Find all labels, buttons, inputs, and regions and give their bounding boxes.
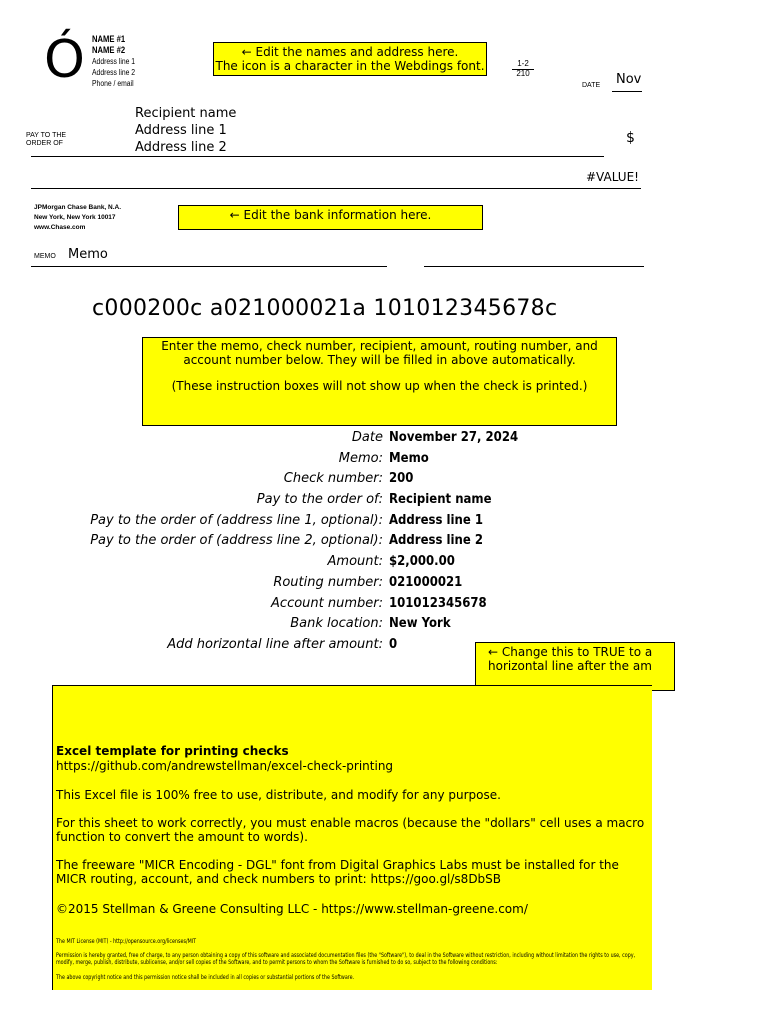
form-row-recipient [0,492,638,512]
date-label: DATE [582,82,601,89]
fraction-bottom: 210 [516,69,530,78]
amount-words-line [31,188,641,189]
fraction-top: 1-2 [512,60,534,70]
edit-names-note-line1: ← Edit the names and address here. [241,45,459,59]
form-row-routing [0,575,638,595]
form-row-memo [0,451,638,471]
form-label-routing: Routing number: [273,575,383,590]
amount-words[interactable]: #VALUE! [586,170,639,184]
payee-address-2[interactable]: Address line 2 [135,140,227,155]
form-label-amount: Amount: [327,554,383,569]
form-row-amount [0,554,638,574]
form-row-address-1 [0,513,638,533]
form-value-account[interactable]: 101012345678 [389,596,487,611]
form-row-account [0,596,638,616]
bank-block [34,203,121,233]
form-value-horizontal-line[interactable]: 0 [389,637,398,652]
dollar-sign: $ [626,130,635,146]
form-row-address-2 [0,533,638,553]
payee-block [135,105,236,156]
sender-address-2: Address line 2 [92,68,136,77]
form-row-check-number [0,471,638,491]
sender-name-2: NAME #2 [92,45,126,55]
signature-line [424,266,644,267]
sender-address-1: Address line 1 [92,57,136,66]
form-label-horizontal-line: Add horizontal line after amount: [167,637,383,652]
form-label-date: Date [351,430,383,445]
form-value-routing[interactable]: 021000021 [389,575,463,590]
form-label-account: Account number: [271,596,383,611]
pay-to-label-line2: ORDER OF [26,140,63,147]
license-title: The MIT License (MIT) - http://opensource.org/licenses/MIT [56,938,197,945]
form-label-recipient: Pay to the order of: [256,492,383,507]
form-value-date[interactable]: November 27, 2024 [389,430,519,445]
info-copyright: ©2015 Stellman & Greene Consulting LLC - https://www.stellman-greene.com/ [56,902,528,916]
memo-label: MEMO [34,253,56,260]
license-notice: The above copyright notice and this permission notice shall be included in all copies or substantial portions of the Software. [56,974,355,981]
form-value-memo[interactable]: Memo [389,451,429,466]
check-date[interactable]: Nov [616,72,642,87]
instructions-note[interactable] [142,337,617,426]
instructions-line1: Enter the memo, check number, recipient, amount, routing number, and account number below. They will be filled in above automatically. [161,339,598,367]
bank-name: JPMorgan Chase Bank, N.A. [34,204,122,211]
change-true-line1: ← Change this to TRUE to a [488,645,653,659]
form-value-amount[interactable]: $2,000.00 [389,554,455,569]
change-true-note[interactable] [475,642,675,691]
form-label-address-1: Pay to the order of (address line 1, optional): [90,513,383,528]
date-line [612,91,642,92]
info-box [52,685,652,990]
bank-city: New York, New York 10017 [34,214,116,221]
memo-value[interactable]: Memo [68,247,108,262]
pay-to-label [26,132,66,148]
license-body: Permission is hereby granted, free of charge, to any person obtaining a copy of this software and associated documentation files (the "Software"), to deal in the Software without restriction, including without limitation the rights to use, copy, modify, merge, publish, distribute, sublicense, and/or sell copies of the Software, and to permit persons to whom the Software is furnished to do so, subject to the following conditions: [56,952,636,966]
edit-names-note-line2: The icon is a character in the Webdings font. [215,59,485,73]
micr-line: c000200c a021000021a 101012345678c [92,296,558,321]
info-url[interactable]: https://github.com/andrewstellman/excel-check-printing [56,759,394,773]
payee-name[interactable]: Recipient name [135,106,237,121]
memo-line [31,266,387,267]
webdings-icon: Ó [44,30,85,90]
sender-name-1: NAME #1 [92,34,126,44]
form-label-check-number: Check number: [283,471,383,486]
form-value-bank-location[interactable]: New York [389,616,451,631]
pay-to-label-line1: PAY TO THE [26,132,67,139]
payee-line [31,156,604,157]
form-value-recipient[interactable]: Recipient name [389,492,492,507]
sender-block [92,34,143,89]
info-title: Excel template for printing checks [56,744,289,758]
bank-web: www.Chase.com [34,224,86,231]
form-label-memo: Memo: [338,451,383,466]
form-row-date [0,430,638,450]
info-free: This Excel file is 100% free to use, distribute, and modify for any purpose. [56,788,501,802]
instructions-line2: (These instruction boxes will not show up when the check is printed.) [171,379,588,393]
form-row-bank-location [0,616,638,636]
sender-phone: Phone / email [92,79,134,88]
edit-bank-note[interactable]: ← Edit the bank information here. [178,205,483,230]
routing-fraction [512,60,534,78]
payee-address-1[interactable]: Address line 1 [135,123,227,138]
info-font: The freeware "MICR Encoding - DGL" font from Digital Graphics Labs must be installed for the MICR routing, account, and check numbers to print: https://goo.gl/s8DbSB [56,858,619,886]
info-macros: For this sheet to work correctly, you must enable macros (because the "dollars" cell uses a macro function to convert the amount to words). [56,816,645,844]
form-value-address-1[interactable]: Address line 1 [389,513,484,528]
edit-names-note[interactable] [213,42,487,76]
form-value-check-number[interactable]: 200 [389,471,414,486]
form-label-address-2: Pay to the order of (address line 2, optional): [90,533,383,548]
form-value-address-2[interactable]: Address line 2 [389,533,484,548]
form-label-bank-location: Bank location: [290,616,383,631]
change-true-line2: horizontal line after the am [488,659,652,673]
